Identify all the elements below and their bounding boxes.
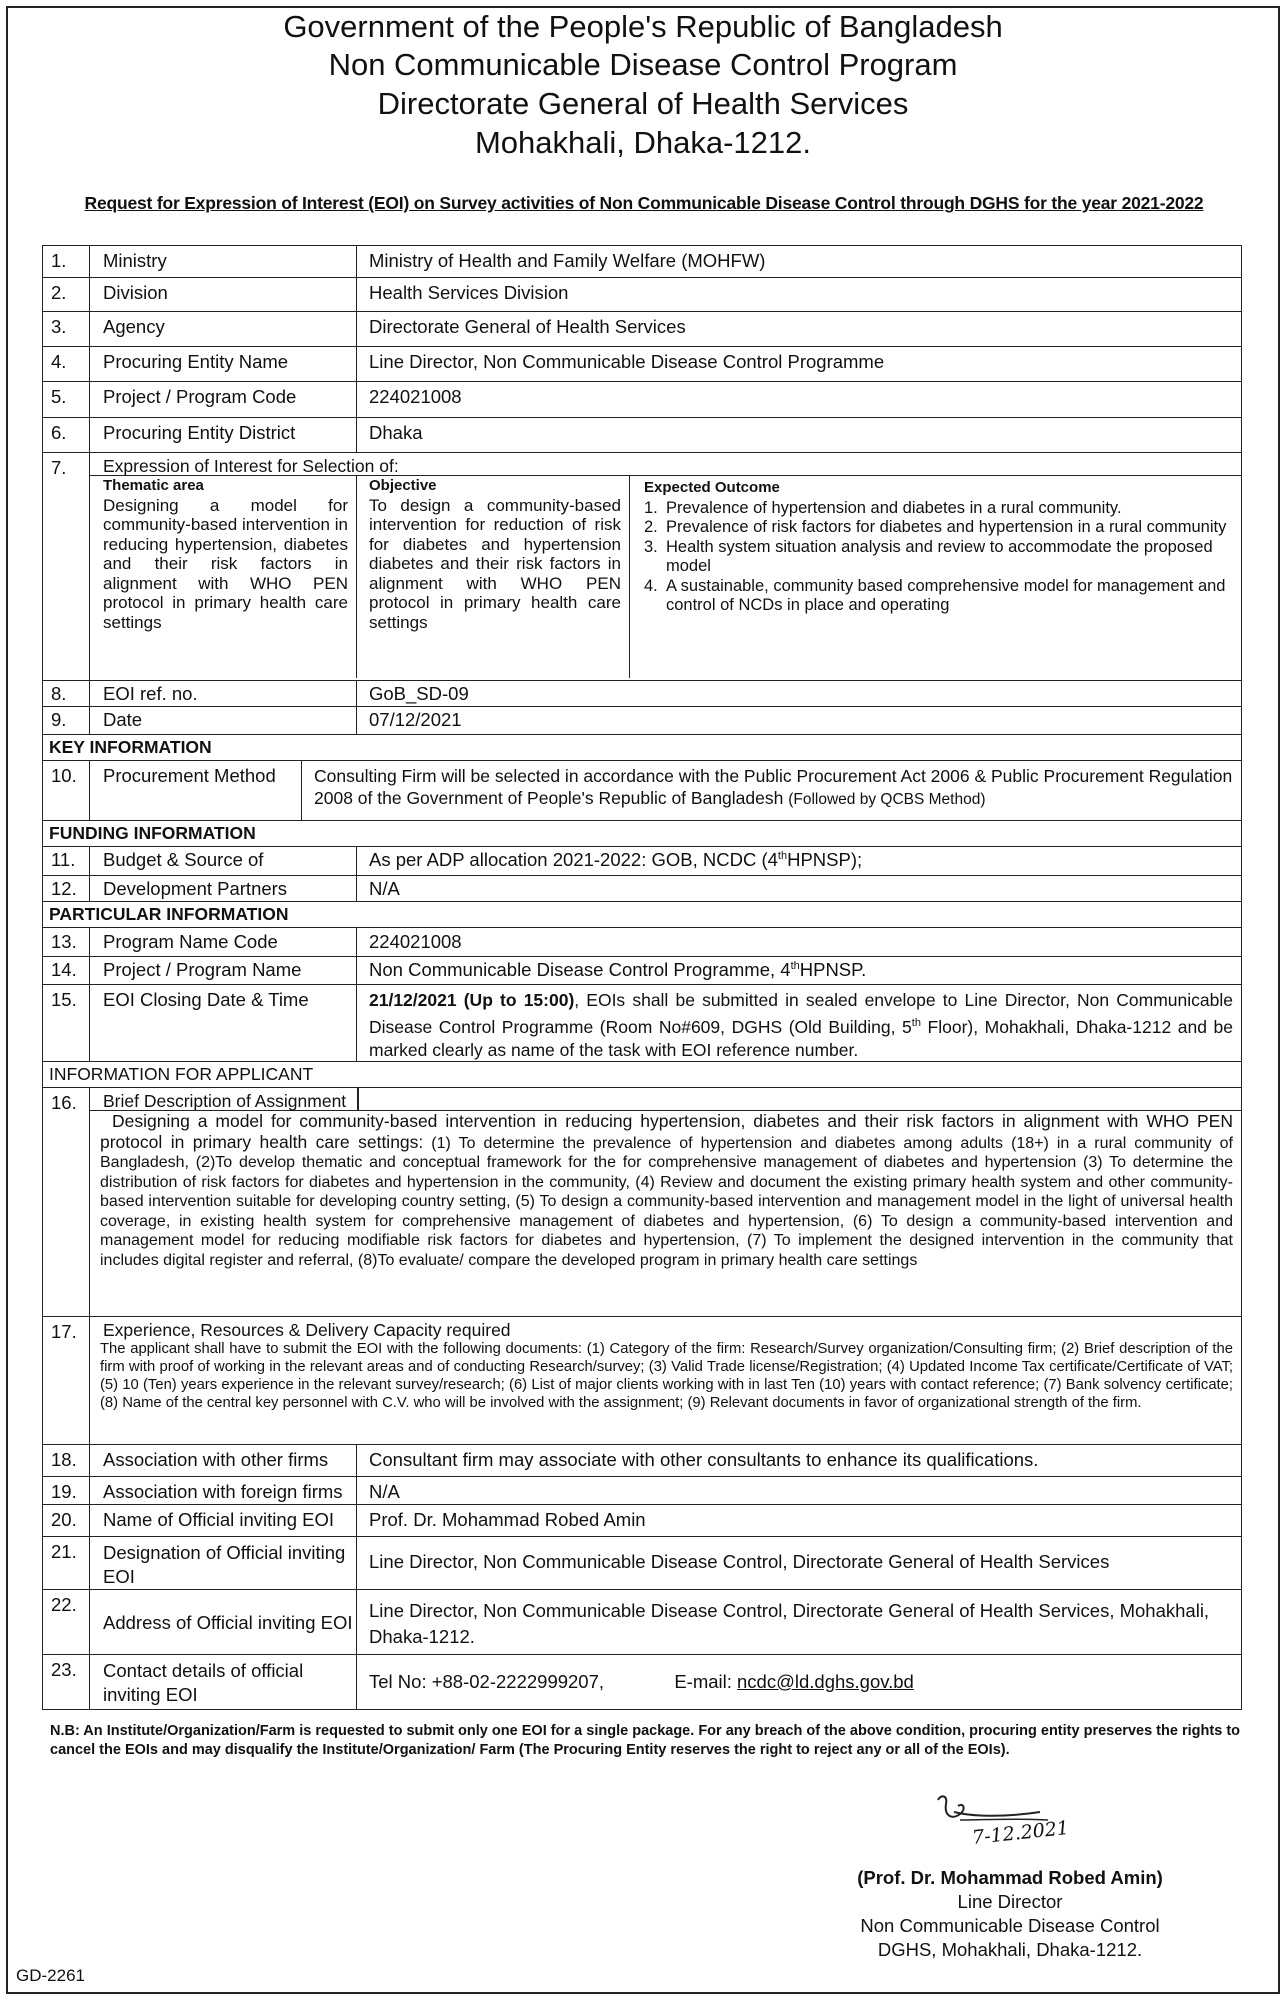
header-government: Government of the People's Republic of Bangladesh — [283, 9, 1003, 44]
table-row: 6. Procuring Entity District Dhaka — [43, 418, 1241, 453]
table-row: 14. Project / Program Name Non Communicable Disease Control Programme, 4thHPNSP. — [43, 957, 1241, 985]
table-row: 15. EOI Closing Date & Time 21/12/2021 (Up to 15:00), EOIs shall be submitted in sealed envelope to Line Director, Non Communicable Disease Control Programme (Room No#609, DGHS (Old Building, 5th Floor), Mohakhali, Dhaka-1212 and be marked clearly as name of the task with EOI reference number. — [43, 985, 1241, 1062]
thematic-area-cell: Thematic area Designing a model for community-based intervention in reducing hypertension, diabetes and their risk factors in alignment with WHO PEN protocol in primary health care settings — [90, 476, 357, 678]
table-row: 4. Procuring Entity Name Line Director, Non Communicable Disease Control Programme — [43, 347, 1241, 382]
footer-code: GD-2261 — [16, 1966, 85, 1985]
table-row: 19. Association with foreign firms N/A — [43, 1477, 1241, 1505]
signature-mark — [930, 1790, 1080, 1865]
section-funding-information: FUNDING INFORMATION — [43, 821, 1241, 847]
header-program: Non Communicable Disease Control Program — [328, 47, 958, 82]
table-row-experience: 17. Experience, Resources & Delivery Capacity required The applicant shall have to submit the EOI with the following documents: (1) Category of the firm: Research/Survey organization/Consulting firm; (2) Brief description of the firm with proof of working in the relevant areas and of conducting Research/survey; (3) Valid Trade license/Registration; (4) Updated Income Tax certificate/Certificate of VAT; (5) 10 (Ten) years experience in the relevant survey/research; (6) List of major clients working with in last Ten (10) years with contact reference; (7) Bank solvency certificate; (8) Name of the central key personnel with C.V. who will be involved with the assignment; (9) Relevant documents in favor of organizational strength of the firm. — [43, 1317, 1241, 1445]
table-row: 22. Address of Official inviting EOI Line Director, Non Communicable Disease Control, Directorate General of Health Services, Mohakhali, Dhaka-1212. — [43, 1590, 1241, 1655]
table-row: 18. Association with other firms Consultant firm may associate with other consultants to enhance its qualifications. — [43, 1445, 1241, 1477]
table-row: 1. Ministry Ministry of Health and Family Welfare (MOHFW) — [43, 246, 1241, 278]
header-address: Mohakhali, Dhaka-1212. — [474, 125, 812, 160]
table-row: 13. Program Name Code 224021008 — [43, 928, 1241, 957]
header-directorate: Directorate General of Health Services — [377, 86, 909, 121]
table-row: 21. Designation of Official inviting EOI Line Director, Non Communicable Disease Control, Directorate General of Health Services — [43, 1537, 1241, 1590]
table-row: 8. EOI ref. no. GoB_SD-09 — [43, 681, 1241, 707]
document-title: Request for Expression of Interest (EOI) on Survey activities of Non Communicable Disease Control through DGHS for the year 2021-2022 — [84, 193, 1204, 213]
table-row-brief-description: 16. Brief Description of Assignment Designing a model for community-based intervention in reducing hypertension, diabetes and their risk factors in alignment with WHO PEN protocol in primary health care settings: (1) To determine the prevalence of hypertension and diabetes among adults (18+) in a rural community of Bangladesh, (2)To develop thematic and conceptual framework for the for comprehensive management of diabetes and hypertension (3) To determine the distribution of risk factors for diabetes and hypertension in the community, (4) Review and document the existing primary health system and other community-based intervention suitable for developing country setting, (5) To design a community-based intervention and management model in the light of universal health coverage, in existing health system for comprehensive management of diabetes and hypertension, (6) To design a community-based intervention and management model for reducing modifiable risk factors for diabetes and hypertension, (7) To implement the designed intervention in the community that includes digital register and referral, (8)To evaluate/ compare the developed program in primary health care settings — [43, 1088, 1241, 1317]
eoi-table — [42, 245, 1242, 1710]
table-row-expression-of-interest: 7. Expression of Interest for Selection of: Thematic area Designing a model for community-based intervention in reducing hypertension, diabetes and their risk factors in alignment with WHO PEN protocol in primary health care settings Objective To design a community-based intervention for reduction of risk for diabetes and hypertension diabetes and their risk factors in alignment with WHO PEN protocol in primary health care settings Expected Outcome 1. Prevalence of hypertension and diabetes in a rural community. 2. Prevalence of risk factors for diabetes and hypertension in a rural community 3. Health system situation analysis and review to accommodate the proposed model 4. A sustainable, community based comprehensive model for management and control of NCDs in place and operating — [43, 453, 1241, 681]
section-key-information: KEY INFORMATION — [43, 735, 1241, 761]
section-particular-information: PARTICULAR INFORMATION — [43, 902, 1241, 928]
list-item: 1. Prevalence of hypertension and diabetes in a rural community. — [644, 498, 1122, 517]
table-row: 12. Development Partners N/A — [43, 876, 1241, 902]
table-row: 10. Procurement Method Consulting Firm will be selected in accordance with the Public Procurement Act 2006 & Public Procurement Regulation 2008 of the Government of People's Republic of Bangladesh (Followed by QCBS Method) — [43, 761, 1241, 821]
table-row: 5. Project / Program Code 224021008 — [43, 382, 1241, 418]
list-item: 4. A sustainable, community based comprehensive model for management and control of NCDs in place and operating — [644, 576, 1226, 614]
table-row: 3. Agency Directorate General of Health Services — [43, 312, 1241, 347]
expected-outcome-cell: Expected Outcome 1. Prevalence of hypertension and diabetes in a rural community. 2. Prevalence of risk factors for diabetes and hypertension in a rural community 3. Health system situation analysis and review to accommodate the proposed model 4. A sustainable, community based comprehensive model for management and control of NCDs in place and operating — [630, 476, 1241, 678]
table-row: 11. Budget & Source of As per ADP allocation 2021-2022: GOB, NCDC (4thHPNSP); — [43, 847, 1241, 876]
telephone: Tel No: +88-02-2222999207, — [369, 1671, 605, 1692]
objective-cell: Objective To design a community-based intervention for reduction of risk for diabetes and hypertension diabetes and their risk factors in alignment with WHO PEN protocol in primary health care settings — [357, 476, 630, 678]
handwritten-date: 7-12.2021 — [971, 1816, 1070, 1850]
table-row: 2. Division Health Services Division — [43, 278, 1241, 312]
table-row: 9. Date 07/12/2021 — [43, 707, 1241, 735]
eoi-selection-label: Expression of Interest for Selection of: — [103, 456, 399, 476]
email-link[interactable]: ncdc@ld.dghs.gov.bd — [737, 1671, 914, 1692]
list-item: 3. Health system situation analysis and review to accommodate the proposed model — [644, 537, 1213, 575]
section-information-for-applicant: INFORMATION FOR APPLICANT — [43, 1062, 1241, 1088]
table-row: 23. Contact details of official inviting EOI Tel No: +88-02-2222999207, E-mail: ncdc@ld.dghs.gov.bd — [43, 1655, 1241, 1709]
table-row: 20. Name of Official inviting EOI Prof. Dr. Mohammad Robed Amin — [43, 1505, 1241, 1537]
list-item: 2. Prevalence of risk factors for diabetes and hypertension in a rural community — [644, 518, 1227, 536]
signature-block: (Prof. Dr. Mohammad Robed Amin) Line Director Non Communicable Disease Control DGHS, Mohakhali, Dhaka-1212. — [857, 1867, 1163, 1960]
note-nb: N.B: An Institute/Organization/Farm is requested to submit only one EOI for a single package. For any breach of the above condition, procuring entity preserves the rights to cancel the EOIs and may disqualify the Institute/Organization/ Farm (The Procuring Entity reserves the right to reject any or all of the EOIs). — [50, 1723, 1240, 1758]
